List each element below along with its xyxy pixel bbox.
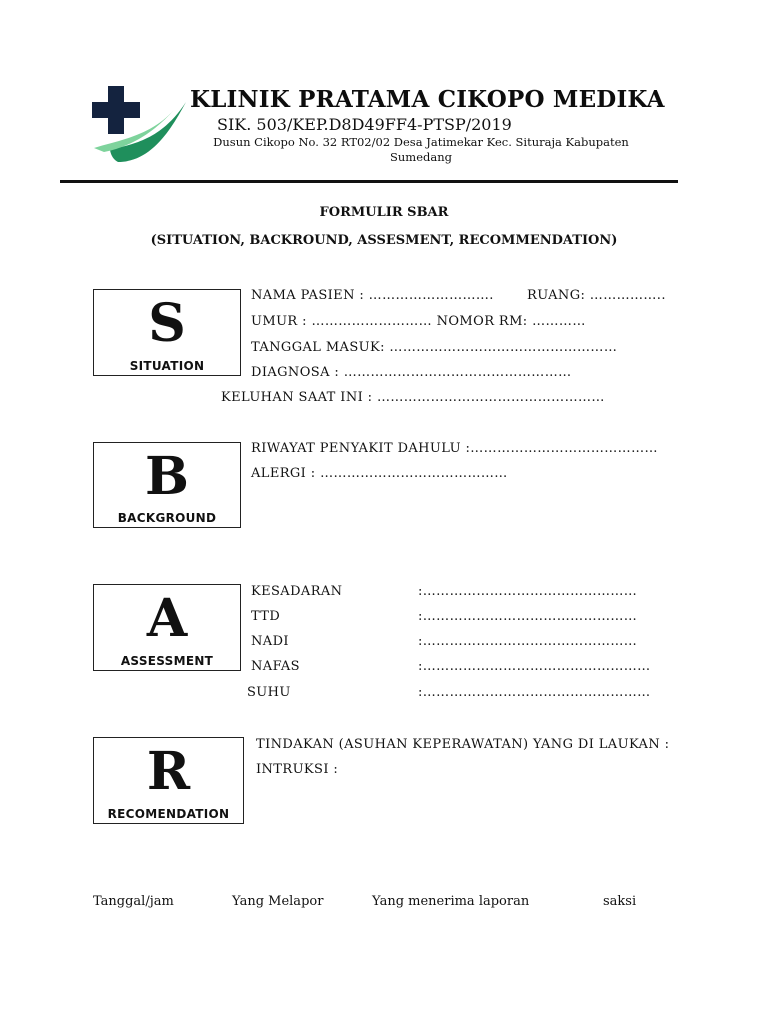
field-umur-nomor-rm[interactable]: UMUR : ……………………… NOMOR RM: …………	[251, 314, 586, 329]
field-tindakan[interactable]: TINDAKAN (ASUHAN KEPERAWATAN) YANG DI LAUKAN :	[256, 737, 670, 752]
label-suhu: SUHU	[247, 685, 291, 700]
signature-yang-melapor: Yang Melapor	[232, 894, 324, 909]
field-nama-pasien[interactable]: NAMA PASIEN : ……………………….	[251, 288, 494, 303]
field-suhu[interactable]: :……………………………………………	[418, 685, 651, 700]
signature-saksi: saksi	[603, 894, 637, 909]
field-nadi[interactable]: :…………………………………………	[418, 634, 638, 649]
field-intruksi[interactable]: INTRUKSI :	[256, 762, 339, 777]
clinic-logo	[90, 82, 190, 168]
signature-tanggal-jam: Tanggal/jam	[93, 894, 174, 909]
field-tanggal-masuk[interactable]: TANGGAL MASUK: ……………………………………………	[251, 340, 618, 355]
signature-yang-menerima: Yang menerima laporan	[372, 894, 530, 909]
form-subtitle: (SITUATION, BACKROUND, ASSESMENT, RECOMMENDATION)	[150, 233, 618, 248]
clinic-address: Dusun Cikopo No. 32 RT02/02 Desa Jatimekar Kec. Situraja Kabupaten Sumedang	[213, 135, 629, 164]
assessment-letter: A	[146, 588, 188, 649]
label-kesadaran: KESADARAN	[251, 584, 343, 599]
field-riwayat-penyakit[interactable]: RIWAYAT PENYAKIT DAHULU :……………………………………	[251, 441, 658, 456]
recommendation-box	[93, 737, 244, 824]
license-number: SIK. 503/KEP.D8D49FF4-PTSP/2019	[217, 115, 512, 134]
background-letter: B	[145, 446, 189, 507]
field-alergi[interactable]: ALERGI : ……………………………………	[251, 466, 508, 481]
background-box	[93, 442, 241, 528]
background-caption: BACKGROUND	[117, 511, 217, 525]
situation-letter: S	[148, 293, 186, 354]
field-kesadaran[interactable]: :…………………………………………	[418, 584, 638, 599]
assessment-caption: ASSESSMENT	[120, 654, 214, 668]
form-title: FORMULIR SBAR	[319, 205, 449, 220]
field-ruang[interactable]: RUANG: ……………..	[527, 288, 666, 303]
label-ttd: TTD	[251, 609, 281, 624]
field-keluhan[interactable]: KELUHAN SAAT INI : ……………………………………………	[221, 390, 605, 405]
assessment-box	[93, 584, 241, 671]
field-diagnosa[interactable]: DIAGNOSA : ……………………………………………	[251, 365, 572, 380]
header-divider	[60, 180, 678, 183]
label-nadi: NADI	[251, 634, 289, 649]
label-nafas: NAFAS	[251, 659, 300, 674]
situation-box	[93, 289, 241, 376]
clinic-name: KLINIK PRATAMA CIKOPO MEDIKA	[190, 86, 665, 113]
field-nafas[interactable]: :……………………………………………	[418, 659, 651, 674]
recommendation-letter: R	[146, 741, 191, 802]
situation-caption: SITUATION	[129, 359, 205, 373]
field-ttd[interactable]: :…………………………………………	[418, 609, 638, 624]
recommendation-caption: RECOMENDATION	[107, 807, 230, 821]
